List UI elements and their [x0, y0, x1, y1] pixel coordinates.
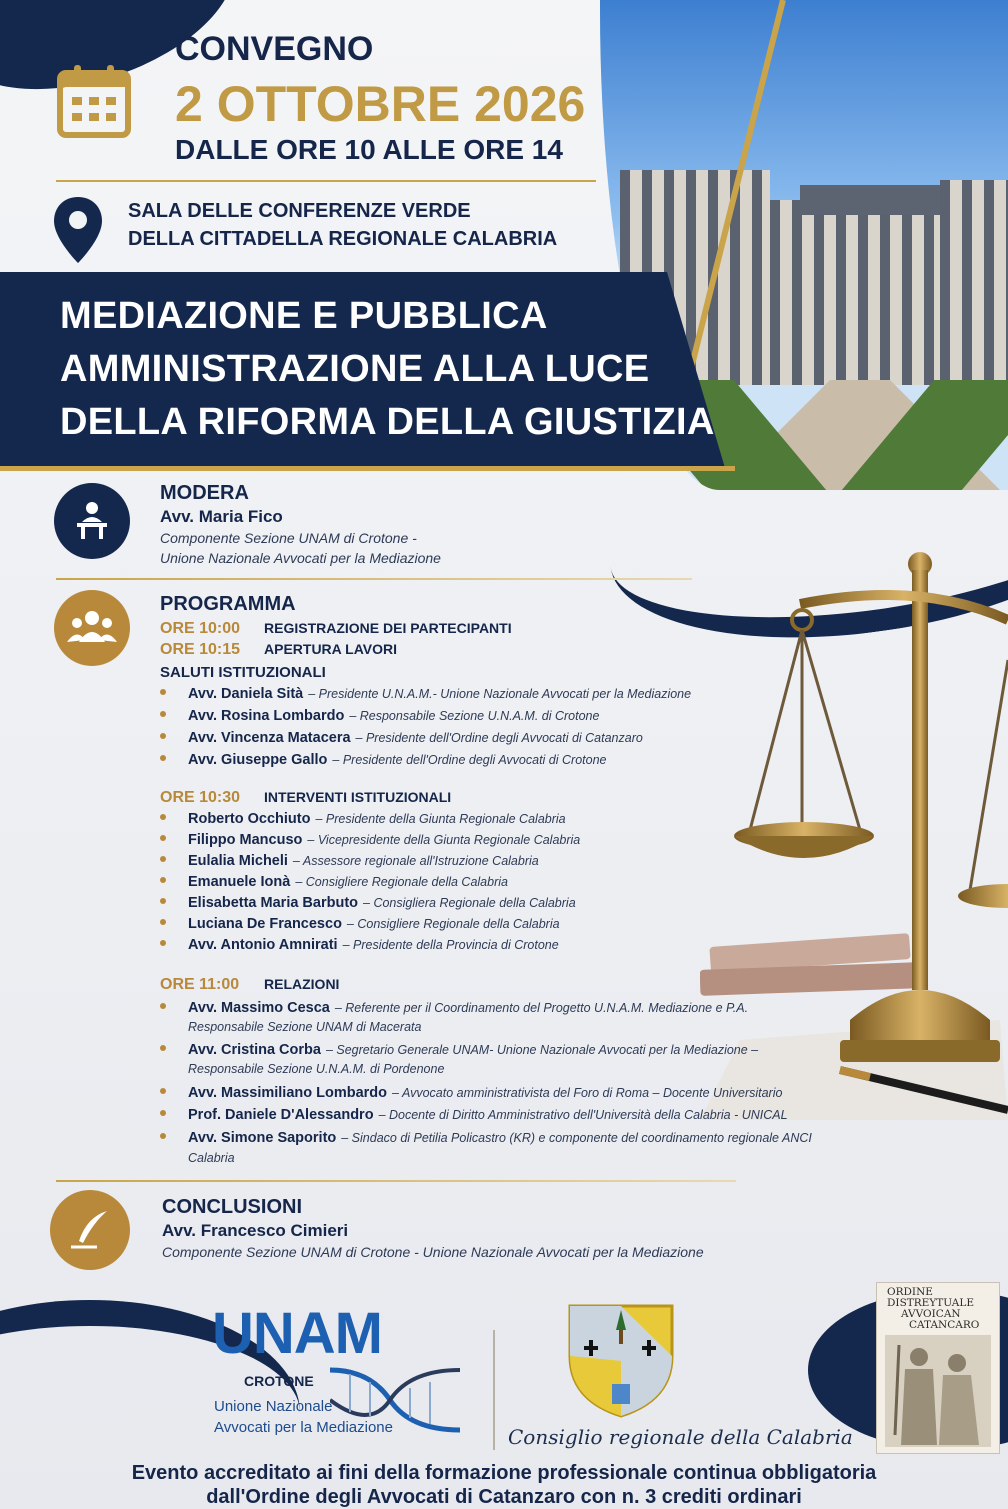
program-slot [160, 976, 339, 994]
unam-city: CROTONE [244, 1373, 314, 1389]
list-item: Prof. Daniele D'Alessandro – Docente di Diritto Amministrativo dell'Università della Calabria - UNICAL [160, 1107, 788, 1123]
title-line-3: DELLA RIFORMA DELLA GIUSTIZIA [60, 401, 715, 443]
divider [56, 578, 692, 580]
program-icon [54, 590, 130, 666]
divider [56, 180, 596, 182]
divider [56, 1180, 736, 1182]
slot-activity: RELAZIONI [264, 976, 340, 992]
list-item: Elisabetta Maria Barbuto – Consigliera Regionale della Calabria [160, 895, 576, 911]
speaker-podium-icon [69, 498, 115, 544]
slot-time: ORE 11:00 [160, 976, 240, 993]
event-date: 2 OTTOBRE 2026 [175, 76, 586, 132]
slot-activity: APERTURA LAVORI [264, 641, 397, 657]
list-item: Eulalia Micheli – Assessore regionale all'Istruzione Calabria [160, 853, 539, 869]
list-item: Avv. Cristina Corba – Segretario Generale UNAM- Unione Nazionale Avvocati per la Mediazione – [160, 1042, 758, 1058]
map-pin-icon [52, 195, 104, 265]
slot-time: ORE 10:00 [160, 620, 241, 637]
conclusions-name: Avv. Francesco Cimieri [162, 1221, 349, 1240]
event-hours: DALLE ORE 10 ALLE ORE 14 [175, 134, 563, 165]
consiglio-regionale-label: Consiglio regionale della Calabria [508, 1425, 853, 1449]
list-item-continuation: Responsabile Sezione U.N.A.M. di Pordenone [188, 1062, 445, 1076]
slot-time: ORE 10:30 [160, 789, 241, 806]
list-item: Emanuele Ionà – Consigliere Regionale della Calabria [160, 874, 508, 890]
calabria-coat-of-arms-icon [564, 1296, 678, 1420]
program-slot [160, 789, 451, 807]
list-item: Avv. Simone Saporito – Sindaco di Petilia Policastro (KR) e componente del coordinamento regionale ANCI [160, 1130, 812, 1146]
logo-separator [493, 1330, 495, 1450]
dna-helix-icon [330, 1360, 460, 1440]
list-item: Luciana De Francesco – Consigliere Regionale della Calabria [160, 916, 560, 932]
people-group-icon [67, 608, 117, 648]
conclusions-heading: CONCLUSIONI [162, 1196, 302, 1218]
list-item: Avv. Rosina Lombardo – Responsabile Sezione U.N.A.M. di Crotone [160, 708, 599, 724]
moderator-heading: MODERA [160, 482, 249, 504]
moderator-name: Avv. Maria Fico [160, 507, 283, 526]
conclusions-role: Componente Sezione UNAM di Crotone - Unione Nazionale Avvocati per la Mediazione [162, 1244, 704, 1260]
title-line-1: MEDIAZIONE E PUBBLICA [60, 295, 548, 337]
list-item: Avv. Massimiliano Lombardo – Avvocato amministrativista del Foro di Roma – Docente Universitario [160, 1085, 782, 1101]
slot-activity: INTERVENTI ISTITUZIONALI [264, 789, 452, 805]
venue-line-1: SALA DELLE CONFERENZE VERDE [128, 200, 471, 222]
list-item: Avv. Antonio Amnirati – Presidente della Provincia di Crotone [160, 937, 559, 953]
unam-subtitle-1: Unione Nazionale [214, 1398, 333, 1415]
list-item: Avv. Massimo Cesca – Referente per il Coordinamento del Progetto U.N.A.M. Mediazione e P.A. [160, 1000, 748, 1016]
title-line-2: AMMINISTRAZIONE ALLA LUCE [60, 348, 650, 390]
greetings-heading: SALUTI ISTITUZIONALI [160, 664, 326, 681]
unam-logo: UNAM [212, 1301, 382, 1366]
program-slot [160, 620, 512, 638]
slot-time: ORE 10:15 [160, 641, 241, 658]
list-item-continuation: Responsabile Sezione UNAM di Macerata [188, 1020, 422, 1034]
venue-line-2: DELLA CITTADELLA REGIONALE CALABRIA [128, 228, 558, 250]
conclusions-icon [50, 1190, 130, 1270]
quill-pen-icon [67, 1207, 113, 1253]
list-item: Filippo Mancuso – Vicepresidente della Giunta Regionale Calabria [160, 832, 580, 848]
program-heading: PROGRAMMA [160, 593, 296, 615]
title-banner-gold-edge [0, 466, 735, 471]
accreditation-line-2: dall'Ordine degli Avvocati di Catanzaro con n. 3 crediti ordinari [206, 1486, 802, 1508]
program-slot [160, 641, 397, 659]
scales-of-justice-illustration [720, 540, 1008, 1100]
allegorical-figures-icon [885, 1335, 991, 1447]
event-type: CONVEGNO [175, 30, 374, 68]
calendar-icon [56, 63, 132, 139]
list-item: Avv. Daniela Sità – Presidente U.N.A.M.- Unione Nazionale Avvocati per la Mediazione [160, 686, 691, 702]
list-item: Avv. Vincenza Matacera – Presidente dell'Ordine degli Avvocati di Catanzaro [160, 730, 643, 746]
list-item-continuation: Calabria [188, 1151, 235, 1165]
list-item: Avv. Giuseppe Gallo – Presidente dell'Ordine degli Avvocati di Crotone [160, 752, 606, 768]
moderator-role-2: Unione Nazionale Avvocati per la Mediazione [160, 550, 441, 566]
moderator-icon [54, 483, 130, 559]
moderator-role-1: Componente Sezione UNAM di Crotone - [160, 530, 417, 546]
ordine-logo-text: ORDINE DISTREYTUALE AVVOICAN CATANCARO [887, 1286, 980, 1331]
slot-activity: REGISTRAZIONE DEI PARTECIPANTI [264, 620, 512, 636]
accreditation-line-1: Evento accreditato ai fini della formazione professionale continua obbligatoria [131, 1462, 877, 1484]
unam-subtitle-2: Avvocati per la Mediazione [214, 1419, 393, 1436]
list-item: Roberto Occhiuto – Presidente della Giunta Regionale Calabria [160, 811, 566, 827]
ordine-avvocati-logo [876, 1282, 1000, 1454]
